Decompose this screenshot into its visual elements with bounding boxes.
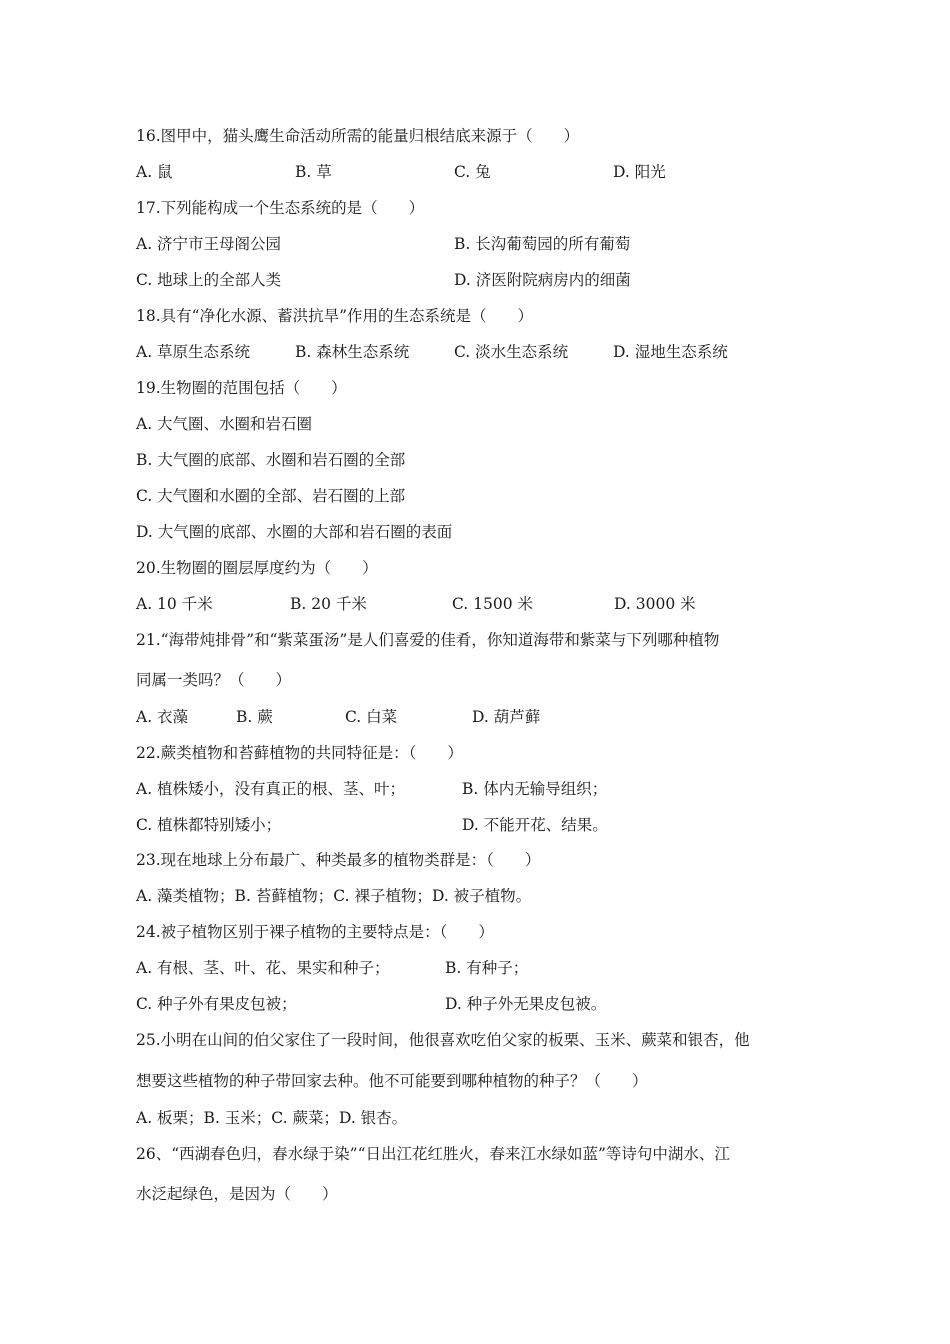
question-25-stem: 25.小明在山间的伯父家住了一段时间，他很喜欢吃伯父家的板栗、玉米、蕨菜和银杏，他 bbox=[136, 1031, 750, 1049]
question-16-stem: 16.图甲中，猫头鹰生命活动所需的能量归根结底来源于（ ） bbox=[136, 127, 580, 145]
question-20-option-b: B. 20 千米 bbox=[290, 595, 367, 613]
question-21-option-a: A. 衣藻 bbox=[136, 708, 189, 726]
question-20-option-a: A. 10 千米 bbox=[136, 595, 213, 613]
question-24-stem: 24.被子植物区别于裸子植物的主要特点是：（ ） bbox=[136, 923, 494, 941]
question-25-options: A. 板栗；B. 玉米；C. 蕨菜；D. 银杏。 bbox=[136, 1109, 408, 1127]
question-16-option-b: B. 草 bbox=[295, 163, 332, 181]
question-22-option-a: A. 植株矮小，没有真正的根、茎、叶； bbox=[136, 780, 406, 798]
question-18-option-a: A. 草原生态系统 bbox=[136, 343, 251, 361]
question-22-option-d: D. 不能开花、结果。 bbox=[462, 816, 608, 834]
question-17-option-c: C. 地球上的全部人类 bbox=[136, 271, 282, 289]
question-21-option-d: D. 葫芦藓 bbox=[472, 708, 541, 726]
question-24-option-d: D. 种子外无果皮包被。 bbox=[445, 995, 607, 1013]
question-21-option-b: B. 蕨 bbox=[236, 708, 273, 726]
question-26-stem: 26、“西湖春色归，春水绿于染”“日出江花红胜火，春来江水绿如蓝”等诗句中湖水、江 bbox=[136, 1145, 730, 1163]
question-18-option-b: B. 森林生态系统 bbox=[295, 343, 410, 361]
question-24-option-b: B. 有种子； bbox=[445, 959, 529, 977]
question-24-option-c: C. 种子外有果皮包被； bbox=[136, 995, 297, 1013]
question-20-stem: 20.生物圈的圈层厚度约为（ ） bbox=[136, 559, 378, 577]
question-19-option-c: C. 大气圈和水圈的全部、岩石圈的上部 bbox=[136, 487, 406, 505]
question-17-stem: 17.下列能构成一个生态系统的是（ ） bbox=[136, 199, 425, 217]
question-19-stem: 19.生物圈的范围包括（ ） bbox=[136, 379, 347, 397]
question-19-option-d: D. 大气圈的底部、水圈的大部和岩石圈的表面 bbox=[136, 523, 453, 541]
question-21-stem: 21.“海带炖排骨”和“紫菜蛋汤”是人们喜爱的佳肴，你知道海带和紫菜与下列哪种植物 bbox=[136, 631, 720, 649]
question-26-stem-continued: 水泛起绿色，是因为（ ） bbox=[136, 1185, 338, 1203]
question-20-option-d: D. 3000 米 bbox=[614, 595, 696, 613]
question-17-option-a: A. 济宁市王母阁公园 bbox=[136, 235, 282, 253]
question-23-stem: 23.现在地球上分布最广、种类最多的植物类群是：（ ） bbox=[136, 851, 541, 869]
question-19-option-b: B. 大气圈的底部、水圈和岩石圈的全部 bbox=[136, 451, 406, 469]
question-21-option-c: C. 白菜 bbox=[345, 708, 398, 726]
question-19-option-a: A. 大气圈、水圈和岩石圈 bbox=[136, 415, 313, 433]
question-17-option-b: B. 长沟葡萄园的所有葡萄 bbox=[454, 235, 631, 253]
question-21-stem-continued: 同属一类吗？（ ） bbox=[136, 671, 292, 689]
question-22-option-b: B. 体内无输导组织； bbox=[462, 780, 608, 798]
question-22-option-c: C. 植株都特别矮小； bbox=[136, 816, 282, 834]
question-17-option-d: D. 济医附院病房内的细菌 bbox=[454, 271, 631, 289]
question-20-option-c: C. 1500 米 bbox=[452, 595, 534, 613]
question-18-option-c: C. 淡水生态系统 bbox=[454, 343, 569, 361]
question-16-option-a: A. 鼠 bbox=[136, 163, 173, 181]
question-25-stem-continued: 想要这些植物的种子带回家去种。他不可能要到哪种植物的种子？（ ） bbox=[136, 1072, 648, 1090]
question-24-option-a: A. 有根、茎、叶、花、果实和种子； bbox=[136, 959, 390, 977]
question-23-options: A. 藻类植物；B. 苔藓植物；C. 裸子植物；D. 被子植物。 bbox=[136, 887, 532, 905]
question-18-stem: 18.具有“净化水源、蓄洪抗旱”作用的生态系统是（ ） bbox=[136, 307, 534, 325]
question-16-option-d: D. 阳光 bbox=[613, 163, 666, 181]
question-22-stem: 22.蕨类植物和苔藓植物的共同特征是：（ ） bbox=[136, 744, 463, 762]
question-16-option-c: C. 兔 bbox=[454, 163, 491, 181]
question-18-option-d: D. 湿地生态系统 bbox=[613, 343, 728, 361]
